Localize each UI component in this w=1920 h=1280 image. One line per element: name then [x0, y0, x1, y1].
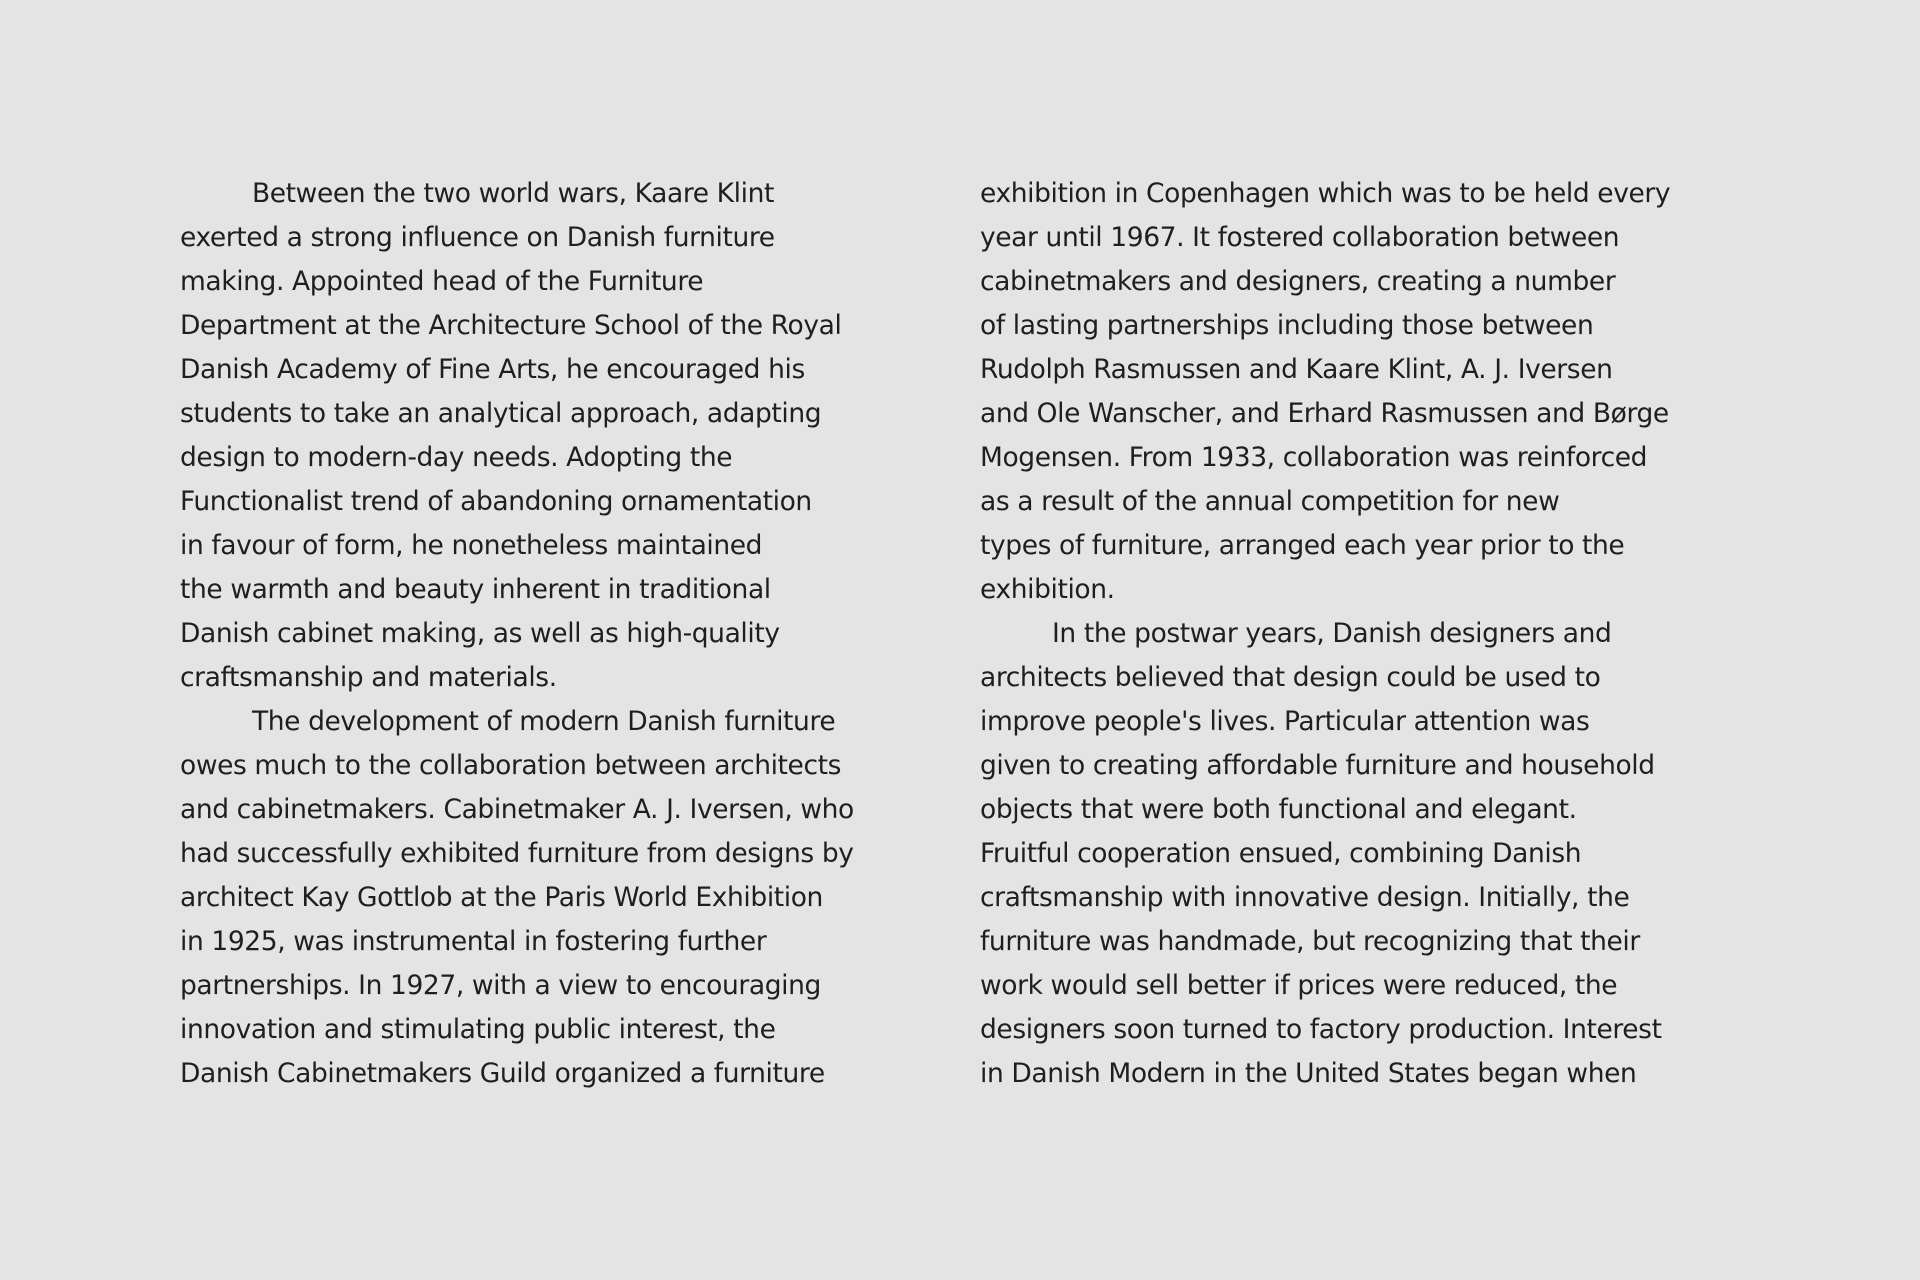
text-line: architects believed that design could be used to — [980, 662, 1601, 693]
text-line: in Danish Modern in the United States began when — [980, 1058, 1637, 1089]
text-line: and cabinetmakers. Cabinetmaker A. J. Iversen, who — [180, 794, 854, 825]
text-line: Department at the Architecture School of the Royal — [180, 310, 842, 341]
text-line: as a result of the annual competition for new — [980, 486, 1560, 517]
text-line: improve people's lives. Particular attention was — [980, 706, 1590, 737]
text-line: types of furniture, arranged each year prior to the — [980, 530, 1625, 561]
text-line: in favour of form, he nonetheless maintained — [180, 530, 763, 561]
text-line: Danish cabinet making, as well as high-quality — [180, 618, 780, 649]
text-line: in 1925, was instrumental in fostering further — [180, 926, 767, 957]
text-line: year until 1967. It fostered collaboration between — [980, 222, 1620, 253]
text-line: Functionalist trend of abandoning ornamentation — [180, 486, 812, 517]
text-column-left — [180, 172, 960, 1096]
text-line: The development of modern Danish furniture — [252, 706, 836, 737]
text-line: owes much to the collaboration between architects — [180, 750, 842, 781]
text-line: work would sell better if prices were reduced, the — [980, 970, 1618, 1001]
text-line: given to creating affordable furniture and household — [980, 750, 1655, 781]
text-column-right — [980, 172, 1760, 1096]
text-line: Fruitful cooperation ensued, combining Danish — [980, 838, 1582, 869]
text-line: objects that were both functional and elegant. — [980, 794, 1577, 825]
text-line: the warmth and beauty inherent in traditional — [180, 574, 771, 605]
text-line: of lasting partnerships including those between — [980, 310, 1594, 341]
text-line: Mogensen. From 1933, collaboration was reinforced — [980, 442, 1648, 473]
text-line: craftsmanship and materials. — [180, 662, 557, 693]
text-line: and Ole Wanscher, and Erhard Rasmussen and Børge — [980, 398, 1669, 429]
text-line: craftsmanship with innovative design. Initially, the — [980, 882, 1630, 913]
text-line: innovation and stimulating public interest, the — [180, 1014, 776, 1045]
text-line: had successfully exhibited furniture from designs by — [180, 838, 854, 869]
text-line: designers soon turned to factory production. Interest — [980, 1014, 1662, 1045]
text-line: exerted a strong influence on Danish furniture — [180, 222, 775, 253]
text-line: Between the two world wars, Kaare Klint — [252, 178, 774, 209]
text-line: exhibition. — [980, 574, 1115, 605]
text-line: exhibition in Copenhagen which was to be held every — [980, 178, 1671, 209]
text-line: design to modern-day needs. Adopting the — [180, 442, 733, 473]
text-line: furniture was handmade, but recognizing that their — [980, 926, 1640, 957]
text-line: making. Appointed head of the Furniture — [180, 266, 704, 297]
text-line: Danish Cabinetmakers Guild organized a furniture — [180, 1058, 825, 1089]
text-line: cabinetmakers and designers, creating a number — [980, 266, 1616, 297]
text-line: students to take an analytical approach, adapting — [180, 398, 822, 429]
text-line: Rudolph Rasmussen and Kaare Klint, A. J. Iversen — [980, 354, 1613, 385]
text-line: In the postwar years, Danish designers and — [1052, 618, 1612, 649]
text-line: architect Kay Gottlob at the Paris World Exhibition — [180, 882, 823, 913]
text-line: partnerships. In 1927, with a view to encouraging — [180, 970, 821, 1001]
text-line: Danish Academy of Fine Arts, he encouraged his — [180, 354, 805, 385]
